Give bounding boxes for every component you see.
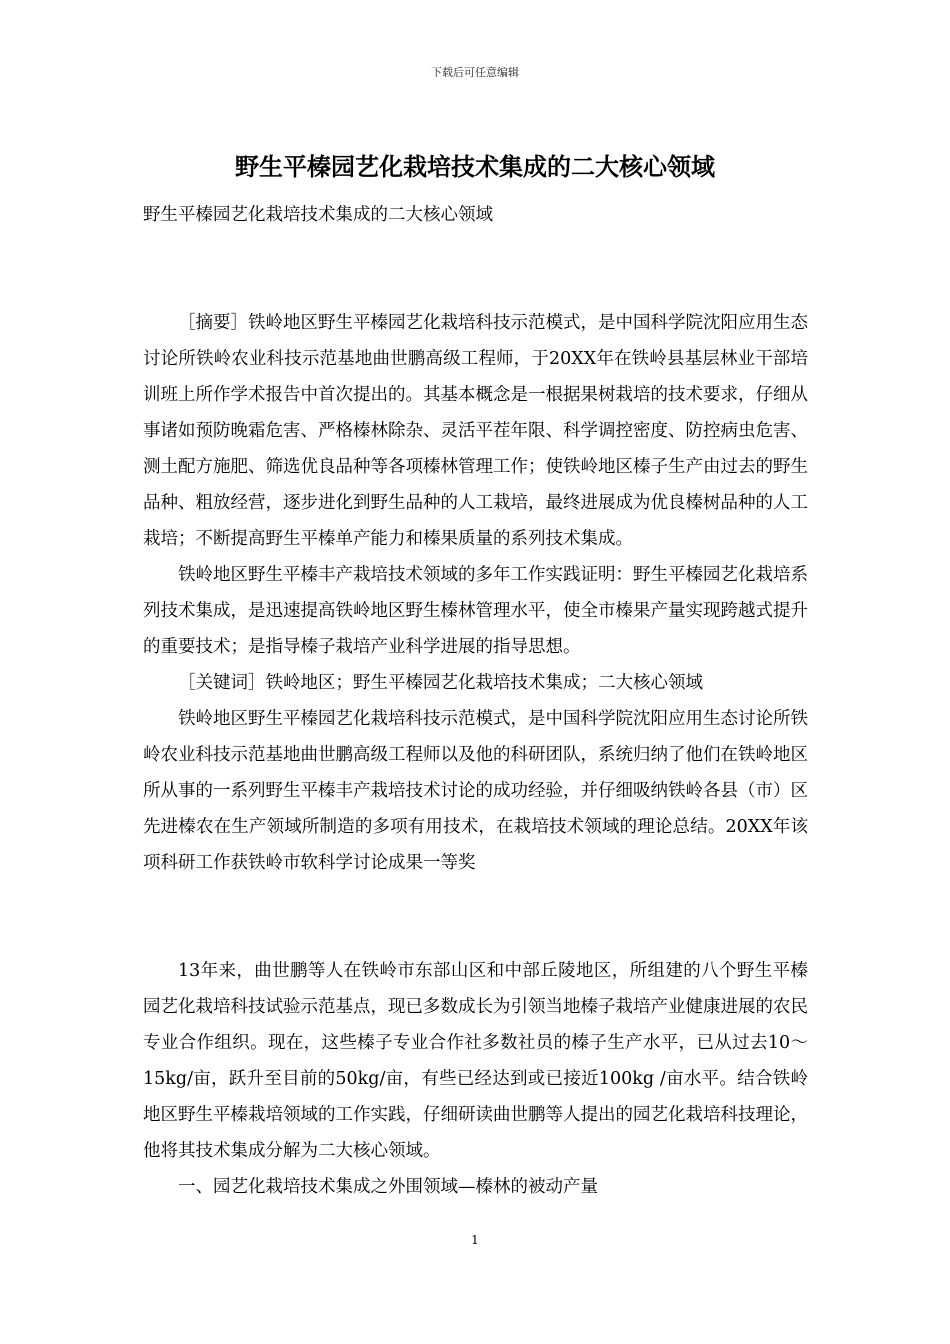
blank-line [143, 881, 808, 953]
section-heading: 一、园艺化栽培技术集成之外围领域—榛林的被动产量 [178, 1177, 598, 1197]
body-paragraph: 铁岭地区野生平榛园艺化栽培科技示范模式，是中国科学院沈阳应用生态讨论所铁岭农业科技示范基地曲世鹏高级工程师以及他的科研团队，系统归纳了他们在铁岭地区所从事的一系列野生平榛丰产栽培技术讨论的成功经验，并仔细吸纳铁岭各县（市）区先进榛农在生产领域所制造的多项有用技术，在栽培技术领域的理论总结。20XX年该项科研工作获铁岭市软科学讨论成果一等奖 [143, 709, 808, 873]
keywords-paragraph: ［关键词］铁岭地区；野生平榛园艺化栽培技术集成；二大核心领域 [178, 673, 703, 693]
body-paragraph: 13年来，曲世鹏等人在铁岭市东部山区和中部丘陵地区，所组建的八个野生平榛园艺化栽培科技试验示范基点，现已多数成长为引领当地榛子栽培产业健康进展的农民专业合作组织。现在，这些榛子专业合作社多数社员的榛子生产水平，已从过去10～15kg/亩，跃升至目前的50kg/亩，有些已经达到或已接近100kg /亩水平。结合铁岭地区野生平榛栽培领域的工作实践，仔细研读曲世鹏等人提出的园艺化栽培科技理论，他将其技术集成分解为二大核心领域。 [143, 961, 808, 1161]
page-header-note: 下载后可任意编辑 [431, 66, 519, 79]
abstract-paragraph: ［摘要］铁岭地区野生平榛园艺化栽培科技示范模式，是中国科学院沈阳应用生态讨论所铁岭农业科技示范基地曲世鹏高级工程师，于20XX年在铁岭县基层林业干部培训班上所作学术报告中首次提出的。其基本概念是一根据果树栽培的技术要求，仔细从事诸如预防晚霜危害、严格榛林除杂、灵活平茬年限、科学调控密度、防控病虫危害、测土配方施肥、筛选优良品种等各项榛林管理工作；使铁岭地区榛子生产由过去的野生品种、粗放经营，逐步进化到野生品种的人工栽培，最终进展成为优良榛树品种的人工栽培；不断提高野生平榛单产能力和榛果质量的系列技术集成。 [143, 313, 808, 549]
blank-line [143, 233, 808, 305]
page-number: 1 [471, 1233, 479, 1247]
document-title: 野生平榛园艺化栽培技术集成的二大核心领域 [235, 153, 715, 181]
document-subtitle: 野生平榛园艺化栽培技术集成的二大核心领域 [143, 205, 493, 225]
body-paragraph: 铁岭地区野生平榛丰产栽培技术领域的多年工作实践证明：野生平榛园艺化栽培系列技术集成，是迅速提高铁岭地区野生榛林管理水平，使全市榛果产量实现跨越式提升的重要技术；是指导榛子栽培产业科学进展的指导思想。 [143, 565, 808, 657]
document-body [143, 197, 808, 1205]
